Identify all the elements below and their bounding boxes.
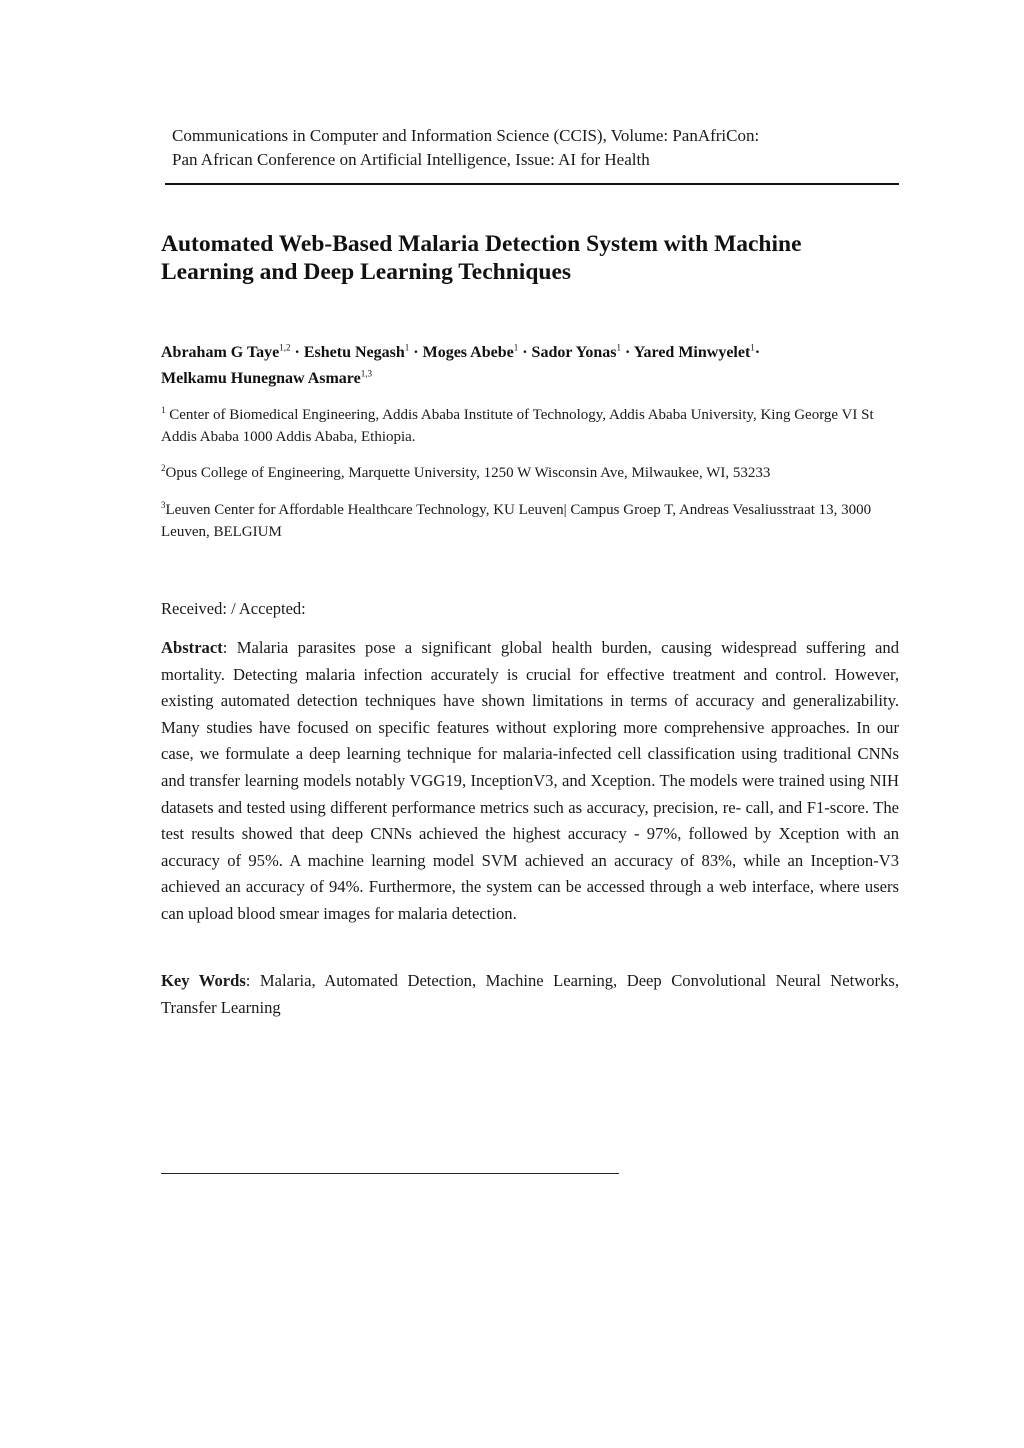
affiliation-mark: 3	[161, 500, 166, 510]
paper-title	[161, 230, 901, 286]
author-5	[634, 344, 760, 361]
keywords	[161, 968, 899, 1021]
footnote-divider	[161, 1173, 619, 1174]
author-name: Melkamu Hunegnaw Asmare	[161, 370, 361, 387]
journal-header	[172, 124, 892, 172]
author-1	[161, 344, 304, 361]
author-6	[161, 370, 372, 387]
paper-title-line-1: Automated Web-Based Malaria Detection System with Machine	[161, 231, 802, 257]
author-name: Eshetu Negash	[303, 344, 405, 361]
author-affiliation-mark: 1	[513, 342, 519, 353]
header-divider	[165, 183, 899, 185]
journal-header-line-2: Pan African Conference on Artificial Intelligence, Issue: AI for Health	[172, 150, 650, 169]
affiliation-3	[161, 499, 901, 543]
author-3	[423, 344, 532, 361]
received-accepted-line: Received: / Accepted:	[161, 599, 306, 618]
journal-header-line-1: Communications in Computer and Information Science (CCIS), Volume: PanAfriCon:	[172, 126, 760, 145]
author-name: Moges Abebe	[422, 344, 514, 361]
author-2	[304, 344, 423, 361]
affiliation-1	[161, 404, 901, 448]
author-affiliation-mark: 1	[750, 342, 755, 353]
affiliation-mark: 1	[161, 405, 166, 415]
author-separator: ·	[620, 344, 634, 361]
affiliation-mark: 2	[161, 463, 166, 473]
author-separator: ·	[290, 344, 304, 361]
author-name: Yared Minwyelet	[633, 344, 751, 361]
paper-title-line-2: Learning and Deep Learning Techniques	[161, 259, 572, 285]
author-separator: ·	[518, 344, 532, 361]
author-affiliation-mark: 1,3	[360, 368, 372, 379]
author-name: Sador Yonas	[531, 344, 617, 361]
affiliation-text: Leuven Center for Affordable Healthcare Technology, KU Leuven| Campus Groep T, Andreas Vesaliusstraat 13, 3000 Leuven, BELGIUM	[161, 502, 872, 540]
author-separator: ·	[409, 344, 423, 361]
author-separator: ·	[754, 344, 761, 361]
author-affiliation-mark: 1	[404, 342, 410, 353]
author-affiliation-mark: 1,2	[279, 342, 291, 353]
abstract-text: : Malaria parasites pose a significant global health burden, causing widespread suffering and mortality. Detecting malaria infection accurately is crucial for effective treatment and control. However, existing automated detection techniques have shown limitations in terms of accuracy and generalizability. Many studies have focused on specific features without exploring more comprehensive approaches. In our case, we formulate a deep learning technique for malaria-infected cell classification using traditional CNNs and transfer learning models notably VGG19, InceptionV3, and Xception. The models were trained using NIH datasets and tested using different performance metrics such as accuracy, precision, re- call, and F1-score. The test results showed that deep CNNs achieved the highest accuracy - 97%, followed by Xception with an accuracy of 95%. A machine learning model SVM achieved an accuracy of 83%, while an Inception-V3 achieved an accuracy of 94%. Furthermore, the system can be accessed through a web interface, where users can upload blood smear images for malaria detection.	[161, 638, 899, 923]
author-list	[161, 340, 901, 392]
abstract	[161, 635, 899, 928]
affiliation-2	[161, 462, 901, 484]
affiliation-text: Center of Biomedical Engineering, Addis Ababa Institute of Technology, Addis Ababa University, King George VI St Addis Ababa 1000 Addis Ababa, Ethiopia.	[161, 407, 874, 445]
author-4	[532, 344, 634, 361]
keywords-label: Key Words	[161, 971, 246, 990]
abstract-label: Abstract	[161, 638, 223, 657]
keywords-text: : Malaria, Automated Detection, Machine Learning, Deep Convolutional Neural Networks, Transfer Learning	[161, 971, 899, 1017]
author-affiliation-mark: 1	[616, 342, 621, 353]
author-name: Abraham G Taye	[161, 344, 280, 361]
affiliation-text: Opus College of Engineering, Marquette University, 1250 W Wisconsin Ave, Milwaukee, WI, 53233	[165, 465, 771, 481]
